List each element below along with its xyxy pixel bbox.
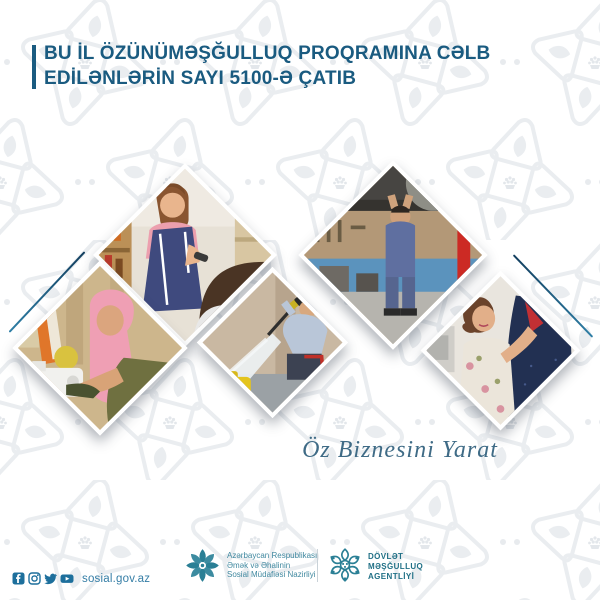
social-row <box>12 572 150 585</box>
agency-line-3: AGENTLİYİ <box>368 571 415 581</box>
ministry-line-1: Azərbaycan Respublikası <box>227 551 318 560</box>
agency-name <box>368 552 423 581</box>
ministry-line-2: Əmək və Əhalinin <box>227 560 291 570</box>
title-line-1: BU İL ÖZÜNÜMƏŞĞULLUQ PROQRAMINA CƏLB <box>44 43 491 64</box>
ministry-line-3: Sosial Müdafiəsi Nazirliyi <box>227 570 316 580</box>
title-line-2: EDİLƏNLƏRİN SAYI 5100-Ə ÇATIB <box>44 67 357 89</box>
website-link: sosial.gov.az <box>82 572 151 585</box>
ministry-name <box>227 551 317 580</box>
page-title <box>44 42 589 91</box>
headline-accent-bar <box>32 45 36 89</box>
instagram-icon <box>28 572 41 585</box>
agency-logo-icon <box>325 545 365 585</box>
tagline: Öz Biznesini Yarat <box>302 437 498 463</box>
footer-divider <box>317 549 318 582</box>
facebook-icon <box>12 572 25 585</box>
ministry-logo-icon <box>184 547 221 584</box>
twitter-icon <box>44 572 57 585</box>
youtube-icon <box>60 572 74 585</box>
agency-line-2: MƏŞĞULLUQ <box>368 561 424 571</box>
agency-line-1: DÖVLƏT <box>368 552 404 561</box>
